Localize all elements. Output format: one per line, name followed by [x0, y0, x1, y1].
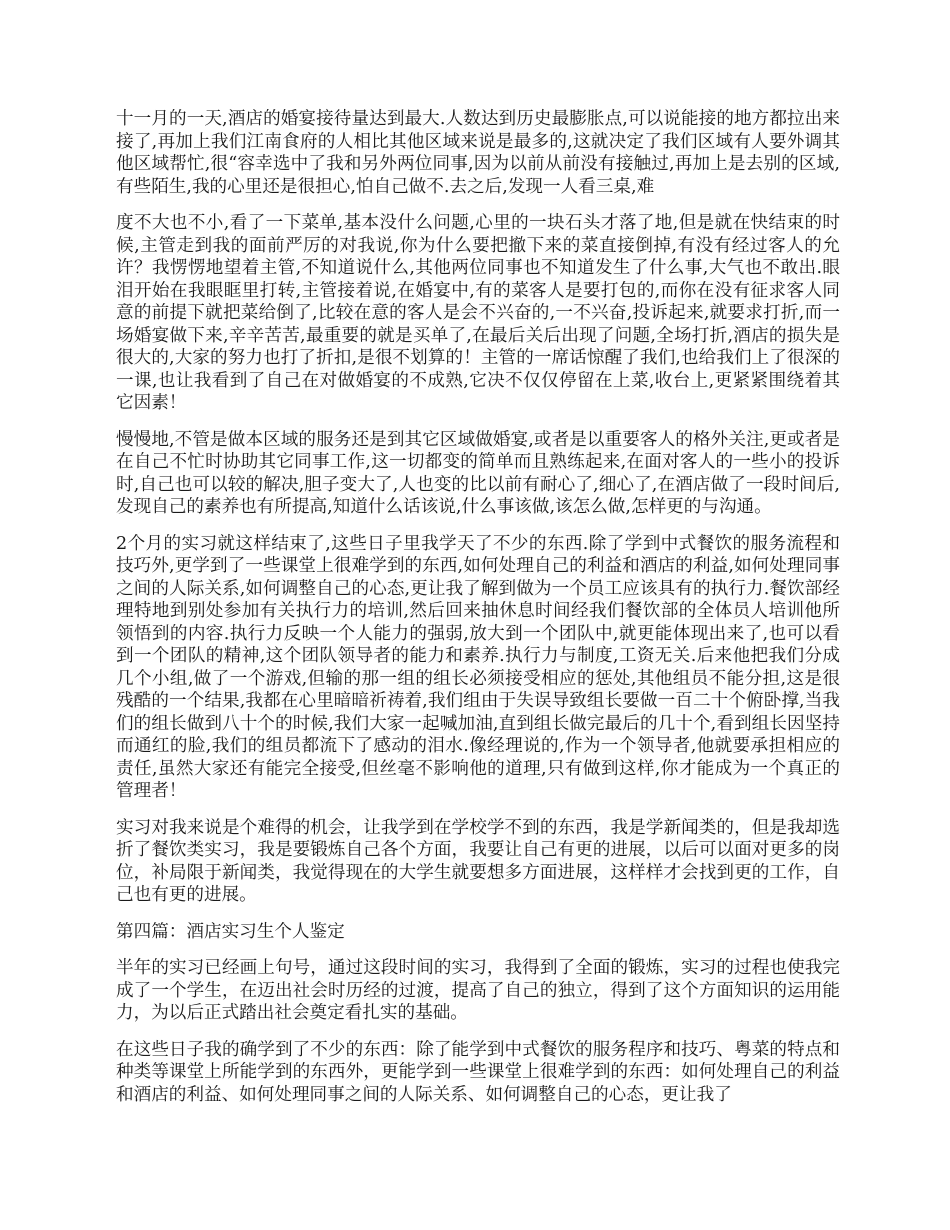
paragraph-supervisor-lesson: 度不大也不小,看了一下菜单,基本没什么问题,心里的一块石头才落了地,但是就在快结束的时候,主管走到我的面前严厉的对我说,你为什么要把撤下来的菜直接倒掉,有没有经过客人的允许？我愣愣地望着主管,不知道说什么,其他两位同事也不知道发生了什么事,大气也不敢出.眼泪开始在我眼眶里打转,主管接着说,在婚宴中,有的菜客人是要打包的,而你在没有征求客人同意的前提下就把菜给倒了,比较在意的客人是会不兴奋的,一不兴奋,投诉起来,就要求打折,而一场婚宴做下来,辛辛苦苦,最重要的就是买单了,在最后关后出现了问题,全场打折,酒店的损失是很大的,大家的努力也打了折扣,是很不划算的！主管的一席话惊醒了我们,也给我们上了很深的一课,也让我看到了自己在对做婚宴的不成熟,它决不仅仅停留在上菜,收台上,更紧紧围绕着其它因素！: [116, 213, 840, 413]
section-heading-part-four: 第四篇：酒店实习生个人鉴定: [116, 921, 345, 942]
paragraph-internship-opportunity: 实习对我来说是个难得的机会，让我学到在学校学不到的东西，我是学新闻类的，但是我却选折了餐饮类实习，我是要锻炼自己各个方面，我要让自己有更的进展，以后可以面对更多的岗位，补局限于新闻类，我觉得现在的大学生就要想多方面进展，这样样才会找到更的工作，自己也有更的进展。: [116, 817, 840, 905]
paragraph-two-month-summary: 2个月的实习就这样结束了,这些日子里我学天了不少的东西.除了学到中式餐饮的服务流程和技巧外,更学到了一些课堂上很难学到的东西,如何处理自己的利益和酒店的利益,如何处理同事之间的人际关系,如何调整自己的心态,更让我了解到做为一个员工应该具有的执行力.餐饮部经理特地到别处参加有关执行力的培训,然后回来抽休息时间经我们餐饮部的全体员人培训他所领悟到的内容.执行力反映一个人能力的强弱,放大到一个团队中,就更能体现出来了,也可以看到一个团队的精神,这个团队领导者的能力和素养.执行力与制度,工资无关.后来他把我们分成几个小组,做了一个游戏,但输的那一组的组长必须接受相应的惩处,其他组员不能分担,这是很残酷的一个结果,我都在心里暗暗祈祷着,我们组由于失误导致组长要做一百二十个俯卧撑,当我们的组长做到八十个的时候,我们大家一起喊加油,直到组长做完最后的几十个,看到组长因坚持而通红的脸,我们的组员都流下了感动的泪水.像经理说的,作为一个领导者,他就要承担相应的责任,虽然大家还有能完全接受,但丝毫不影响他的道理,只有做到这样,你才能成为一个真正的管理者！: [116, 533, 840, 801]
paragraph-half-year-internship: 半年的实习已经画上句号，通过这段时间的实习，我得到了全面的锻炼，实习的过程也使我完成了一个学生，在迈出社会时历经的过渡，提高了自己的独立，得到了这个方面知识的运用能力，为以后正式踏出社会奠定看扎实的基础。: [116, 958, 840, 1023]
document-page: [116, 108, 840, 1120]
paragraph-learned-things: 在这些日子我的确学到了不少的东西：除了能学到中式餐饮的服务程序和技巧、粤菜的特点和种类等课堂上所能学到的东西外，更能学到一些课堂上很难学到的东西：如何处理自己的利益和酒店的利益、如何处理同事之间的人际关系、如何调整自己的心态，更让我了: [116, 1039, 840, 1105]
paragraph-gradual-improvement: 慢慢地,不管是做本区域的服务还是到其它区域做婚宴,或者是以重要客人的格外关注,更或者是在自己不忙时协助其它同事工作,这一切都变的简单而且熟练起来,在面对客人的一些小的投诉时,自己也可以较的解决,胆子变大了,人也变的比以前有耐心了,细心了,在酒店做了一段时间后,发现自己的素养也有所提高,知道什么话该说,什么事该做,该怎么做,怎样更的与沟通。: [116, 429, 840, 517]
paragraph-wedding-busy-day: 十一月的一天,酒店的婚宴接待量达到最大.人数达到历史最膨胀点,可以说能接的地方都拉出来接了,再加上我们江南食府的人相比其他区域来说是最多的,这就决定了我们区域有人要外调其他区域帮忙,很“容幸选中了我和另外两位同事,因为以前从前没有接触过,再加上是去别的区域,有些陌生,我的心里还是很担心,怕自己做不.去之后,发现一人看三桌,难: [116, 109, 840, 197]
